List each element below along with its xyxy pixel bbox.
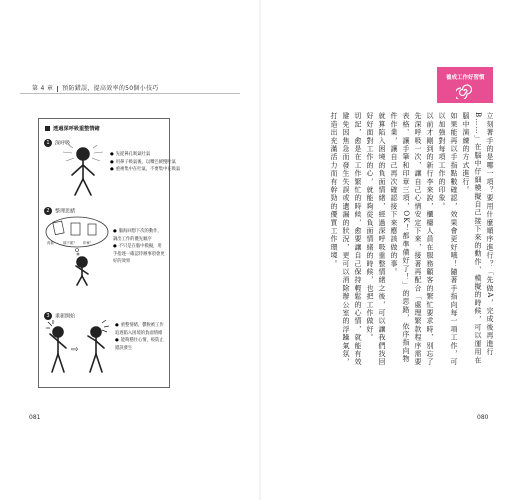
step-2-bullets — [113, 228, 165, 266]
body-paragraph: 切記，愈是在工作繁忙的時候，愈要讓自己保持輕鬆的心情，就能有效避免因焦急而發生失誤或遺漏的狀況，更可以消除辦公室的浮躁氣氛，打造出充滿活力而有幹勁的優質工作環境。 — [330, 112, 362, 367]
chapter-title: 預防錯誤，提高效率的50個小技巧 — [62, 85, 159, 92]
step-1-bullet: ● 用鼻子吸氣後，以嘴巴緩慢吐氣 — [110, 159, 176, 165]
step-2-number: 2 — [44, 207, 52, 215]
bubble-label: 印章！ — [83, 241, 94, 245]
spiral-icon — [456, 83, 472, 99]
page-gutter — [259, 0, 261, 500]
header-rule — [20, 93, 240, 94]
bubble-label: 再看 — [47, 241, 54, 245]
step-1-bullets — [110, 151, 180, 174]
body-paragraph: 就算陷入困境的負面情緒，經過深呼吸重整情緒之後，可以讓我們找回好好面對工作的心，就能夠從負面情緒的時候，也把工作做好。 — [366, 112, 386, 367]
body-paragraph: 以前才剛到的新行李來說，櫃檯人員在服務顧客的繁忙要求時，別忘了先深呼吸一次，讓自己心情安定下來，接著再配合「處理繁款程序需要表格、讓手筆和印章三項，OK！都準備好了！」的思路，依序指向物件作業，讓自己再次確認接下來應該做的事。 — [390, 112, 434, 367]
diagram-title-text: 透過深呼吸重整情緒 — [53, 126, 100, 132]
left-page-number: 081 — [29, 414, 41, 421]
step-2-bullet: ● 腦海回想下次的動作，調出工作的優先順序 — [113, 229, 162, 242]
section-tab-label: 養成工作好習慣 — [446, 75, 485, 81]
step-1-number: 1 — [44, 139, 52, 147]
breathing-figure-illustration — [58, 145, 108, 199]
diagram-title — [45, 125, 100, 132]
step-3-bullet: ● 能夠穩住心情，較防止錯誤發生 — [115, 338, 164, 351]
step-1-bullet: ● 重複集中在吐氣，不要集中在吸氣 — [110, 167, 181, 172]
svg-text:⇨: ⇨ — [71, 345, 79, 355]
step-3-bullet: ● 重整情緒，鬱脫被工作追逐陷入困境的負面情緒 — [115, 323, 164, 336]
thinking-figure-illustration — [44, 214, 110, 286]
bubble-label: 那下面？ — [63, 241, 77, 245]
title-square-icon — [45, 126, 50, 131]
step-3-number: 3 — [44, 312, 52, 320]
step-3-title: 重新開始 — [55, 313, 76, 320]
body-text — [310, 112, 496, 368]
body-paragraph: 立刻著手的是哪一項？要用什麼順序進行？「先做A，完成後再進行B……」在腦中仔細模擬自己接下來的動作，模擬的時候，可以運用在腦中演練的方式進行。 — [462, 112, 494, 365]
step-3-bullets — [115, 322, 165, 352]
step-2-bullet: ● 不只是在腦中模擬，用手指逐一確認待辦事項會更好的效果 — [113, 244, 165, 264]
chapter-header — [32, 83, 159, 92]
step-3-label — [44, 312, 75, 320]
body-paragraph: 如果能再以手指點數確認，效果會更好哦！隨著手指向每一項工作，可以加強對每項工作的印象。 — [438, 112, 458, 367]
right-page-number: 080 — [477, 414, 489, 421]
restart-figures-illustration — [44, 320, 112, 378]
step-1-bullet: ● 先從鼻孔吸氣吐氣 — [110, 152, 151, 157]
step-2-title: 整理思緒 — [55, 208, 76, 215]
step-1-title: 深呼吸 — [55, 140, 71, 147]
chapter-label: 第 4 章 — [32, 85, 54, 92]
header-separator — [57, 86, 58, 92]
